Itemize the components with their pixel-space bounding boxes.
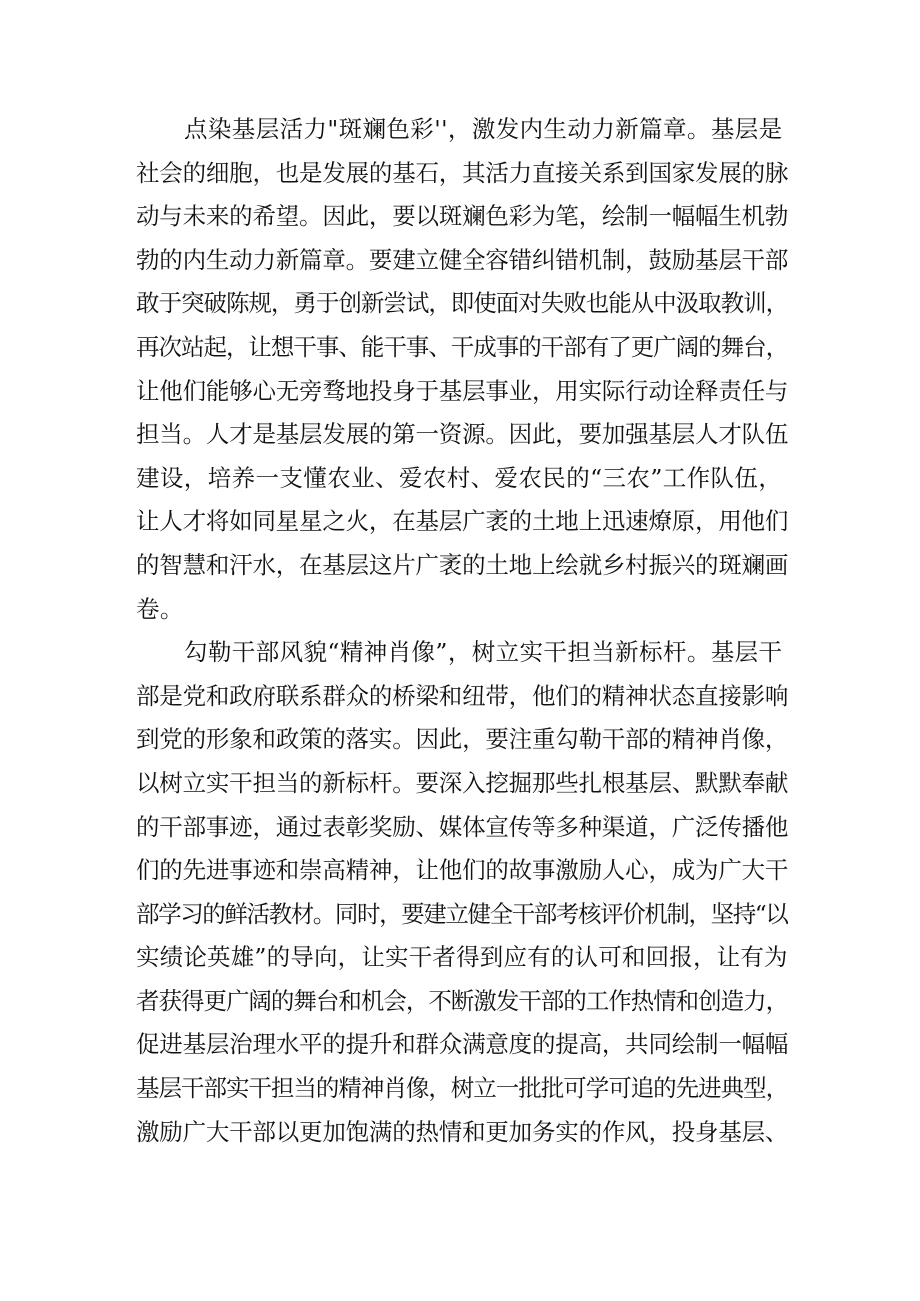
paragraph bbox=[136, 108, 788, 631]
text-line: 敢于突破陈规，勇于创新尝试，即使面对失败也能从中汲取教训， bbox=[136, 289, 789, 318]
text-line: 再次站起，让想干事、能干事、干成事的干部有了更广阔的舞台， bbox=[136, 332, 789, 361]
text-line: 的智慧和汗水，在基层这片广袤的土地上绘就乡村振兴的斑斓画 bbox=[136, 550, 789, 579]
text-line: 者获得更广阔的舞台和机会，不断激发干部的工作热情和创造力， bbox=[136, 986, 789, 1015]
body-text bbox=[136, 108, 788, 1154]
text-line: 实绩论英雄”的导向，让实干者得到应有的认可和回报，让有为 bbox=[136, 943, 788, 972]
text-line: 促进基层治理水平的提升和群众满意度的提高，共同绘制一幅幅 bbox=[136, 1030, 789, 1059]
text-line: 勃的内生动力新篇章。要建立健全容错纠错机制，鼓励基层干部 bbox=[136, 245, 789, 274]
text-line: 勾勒干部风貌“精神肖像”，树立实干担当新标杆。基层干 bbox=[184, 638, 783, 667]
text-line: 到党的形象和政策的落实。因此，要注重勾勒干部的精神肖像， bbox=[136, 725, 789, 754]
text-line: 以树立实干担当的新标杆。要深入挖掘那些扎根基层、默默奉献 bbox=[136, 768, 789, 797]
text-line: 让他们能够心无旁骛地投身于基层事业，用实际行动诠释责任与 bbox=[136, 376, 789, 405]
text-line: 让人才将如同星星之火，在基层广袤的土地上迅速燎原，用他们 bbox=[136, 507, 789, 536]
text-line: 社会的细胞，也是发展的基石，其活力直接关系到国家发展的脉 bbox=[136, 158, 789, 187]
text-line: 卷。 bbox=[136, 594, 184, 623]
paragraph bbox=[136, 631, 788, 1154]
text-line: 动与未来的希望。因此，要以斑斓色彩为笔，绘制一幅幅生机勃 bbox=[136, 202, 789, 231]
text-line: 部是党和政府联系群众的桥梁和纽带，他们的精神状态直接影响 bbox=[136, 681, 789, 710]
text-line: 的干部事迹，通过表彰奖励、媒体宣传等多种渠道，广泛传播他 bbox=[136, 812, 789, 841]
text-line: 基层干部实干担当的精神肖像，树立一批批可学可追的先进典型， bbox=[136, 1074, 789, 1103]
text-line: 点染基层活力"斑斓色彩''，激发内生动力新篇章。基层是 bbox=[184, 115, 783, 143]
text-line: 担当。人才是基层发展的第一资源。因此，要加强基层人才队伍 bbox=[136, 420, 789, 449]
text-line: 部学习的鲜活教材。同时，要建立健全干部考核评价机制，坚持“以 bbox=[136, 899, 788, 928]
text-line: 们的先进事迹和崇高精神，让他们的故事激励人心，成为广大干 bbox=[136, 856, 789, 885]
text-line: 激励广大干部以更加饱满的热情和更加务实的作风，投身基层、 bbox=[136, 1117, 789, 1146]
text-line: 建设，培养一支懂农业、爱农村、爱农民的“三农”工作队伍， bbox=[136, 463, 783, 492]
